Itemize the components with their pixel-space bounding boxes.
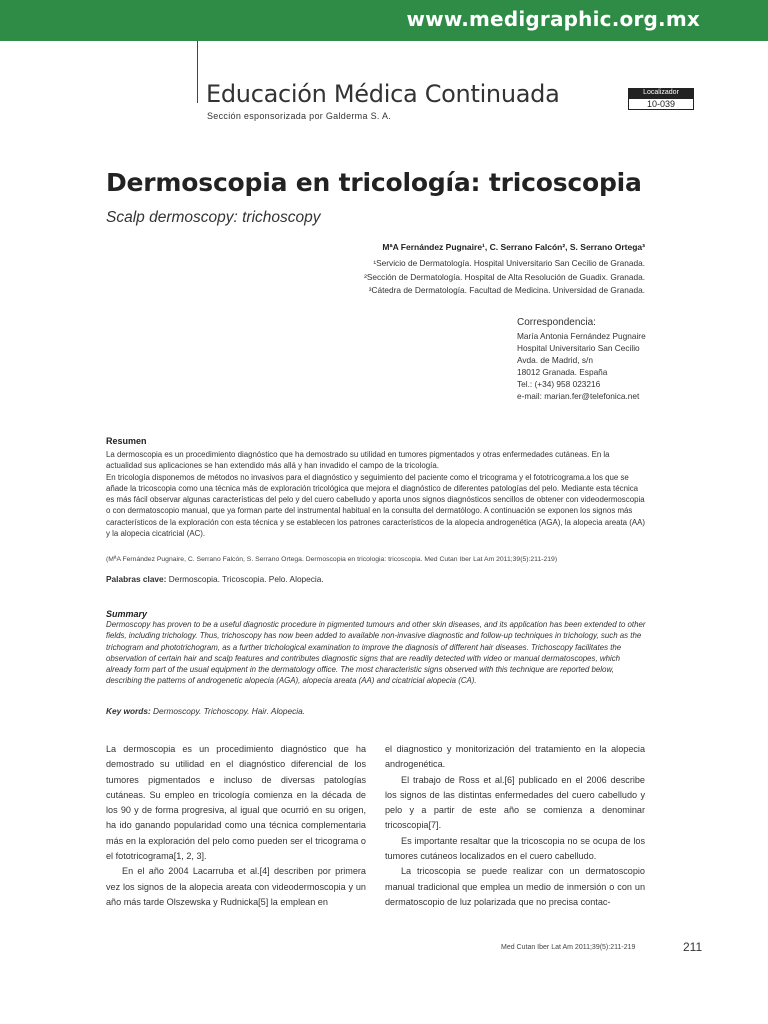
correspondence-hospital: Hospital Universitario San Cecilio [517, 343, 640, 353]
key-words [106, 706, 305, 716]
summary-heading: Summary [106, 609, 148, 619]
body-paragraph: La tricoscopia se puede realizar con un dermatoscopio manual tradicional que emplea un medio de inmersión o con un dermatoscopio de luz polarizada que no precisa contac- [385, 866, 645, 907]
palabras-clave-values: Dermoscopia. Tricoscopia. Pelo. Alopecia. [166, 574, 324, 584]
localizador-label: Localizador [628, 88, 694, 98]
correspondence-phone: Tel.: (+34) 958 023216 [517, 379, 601, 389]
header-divider [197, 41, 198, 103]
site-banner [0, 0, 768, 41]
palabras-clave [106, 574, 324, 584]
correspondence-name: María Antonia Fernández Pugnaire [517, 331, 646, 341]
article-citation: (MªA Fernández Pugnaire, C. Serrano Falcón, S. Serrano Ortega. Dermoscopia en tricologia: tricoscopia. Med Cutan Iber Lat Am 2011;39(5):211-219) [106, 556, 558, 563]
correspondence-street: Avda. de Madrid, s/n [517, 355, 593, 365]
footer-journal-ref: Med Cutan Iber Lat Am 2011;39(5):211-219 [501, 944, 636, 951]
resumen-text: La dermoscopia es un procedimiento diagnóstico que ha demostrado su utilidad en tumores pigmentados y otras enfermedades cutáneas. En la actualidad sus aplicaciones se han extendido más allá y han invadido el campo de la tricología. En tricología disponemos de métodos no invasivos para el diagnóstico y seguimiento del paciente como el tricograma y el fototricograma.a los que se añade la tricoscopia como una técnica más de exploración tricológica que mejora el diagnóstico de diferentes patologías del pelo. Mediante esta técnica es más fácil observar algunas características del pelo y del cuero cabelludo y aporta unos signos diagnósticos sencillos de obtener con videodermoscopia o con dermatoscopio manual, que ya forman parte del instrumental habitual en la consulta del dermatólogo. A continuación se exponen los signos más característicos de la exploración con esta técnica y se establecen los patrones característicos de la alopecia androgenética (AGA), la alopecia areata (AA) y la alopecia cicatricial (AC). [106, 450, 646, 539]
key-words-label: Key words: [106, 706, 151, 716]
key-words-values: Dermoscopy. Trichoscopy. Hair. Alopecia. [150, 706, 306, 716]
site-url[interactable]: www.medigraphic.org.mx [406, 7, 700, 31]
page-number: 211 [683, 940, 703, 954]
affiliation-3: ³Cátedra de Dermatología. Facultad de Medicina. Universidad de Granada. [368, 285, 645, 295]
author-list: MªA Fernández Pugnaire¹, C. Serrano Falcón², S. Serrano Ortega³ [382, 242, 645, 252]
body-column-left [106, 742, 366, 910]
journal-section-title: Educación Médica Continuada [206, 80, 560, 108]
body-paragraph: En el año 2004 Lacarruba et al.[4] describen por primera vez los signos de la alopecia areata con videodermoscopia y un año más tarde Olszewska y Rudnicka[5] la emplean en [106, 866, 366, 907]
article-subtitle: Scalp dermoscopy: trichoscopy [106, 209, 321, 226]
body-paragraph: La dermoscopia es un procedimiento diagnóstico que ha demostrado su utilidad en el diagnóstico diferencial de los tumores pigmentados e incluso de diversas patologías cutáneas. Su empleo en tricología comienza en la década de los 90 y de forma progresiva, al igual que ocurrió en su origen, ha ido ganando popularidad como una técnica complementaria más en la exploración del pelo como pueden ser el tricograma o el fototricograma[1, 2, 3]. [106, 744, 366, 862]
resumen-heading: Resumen [106, 436, 147, 446]
article-title: Dermoscopia en tricología: tricoscopia [106, 168, 642, 197]
sponsor-note: Sección esponsorizada por Galderma S. A. [207, 111, 392, 121]
body-paragraph: Es importante resaltar que la tricoscopia no se ocupa de los tumores cutáneos localizados en el cuero cabelludo. [385, 835, 645, 862]
body-paragraph: el diagnostico y monitorización del tratamiento en la alopecia androgenética. [385, 744, 645, 770]
affiliation-2: ²Sección de Dermatología. Hospital de Alta Resolución de Guadix. Granada. [364, 272, 645, 282]
correspondence-email[interactable]: e-mail: marian.fer@telefonica.net [517, 391, 640, 401]
body-column-right [385, 742, 645, 910]
correspondence-city: 18012 Granada. España [517, 367, 608, 377]
localizador-value: 10-039 [628, 98, 694, 110]
summary-text: Dermoscopy has proven to be a useful diagnostic procedure in pigmented tumours and other skin diseases, and its application has been extended to other fields, including trichology. Thus, trichoscopy has now been added to available non-invasive diagnostic and follow-up techniques in trichology, such as the trichogram and phototrichogram, as a further trichological examination to improve the diagnosis of different hair diseases. Trichoscopy facilitates the observation of certain hair and scalp features and contributes diagnostic signs that are readily detected with video or manual dermatoscopes, which already form part of the usual equipment in the dermatology office. The most characteristic signs observed with this technique are reported below, describing the patterns of androgenetic alopecia (AGA), alopecia areata (AA) and cicatricial alopecia (CA). [106, 620, 646, 686]
affiliation-1: ¹Servicio de Dermatología. Hospital Universitario San Cecilio de Granada. [373, 258, 645, 268]
body-paragraph: El trabajo de Ross et al.[6] publicado en el 2006 describe los signos de las distintas enfermedades del cuero cabelludo y pelo y a partir de este año se comienza a denominar tricoscopia[7]. [385, 774, 645, 831]
correspondence-heading: Correspondencia: [517, 317, 596, 328]
palabras-clave-label: Palabras clave: [106, 574, 167, 584]
